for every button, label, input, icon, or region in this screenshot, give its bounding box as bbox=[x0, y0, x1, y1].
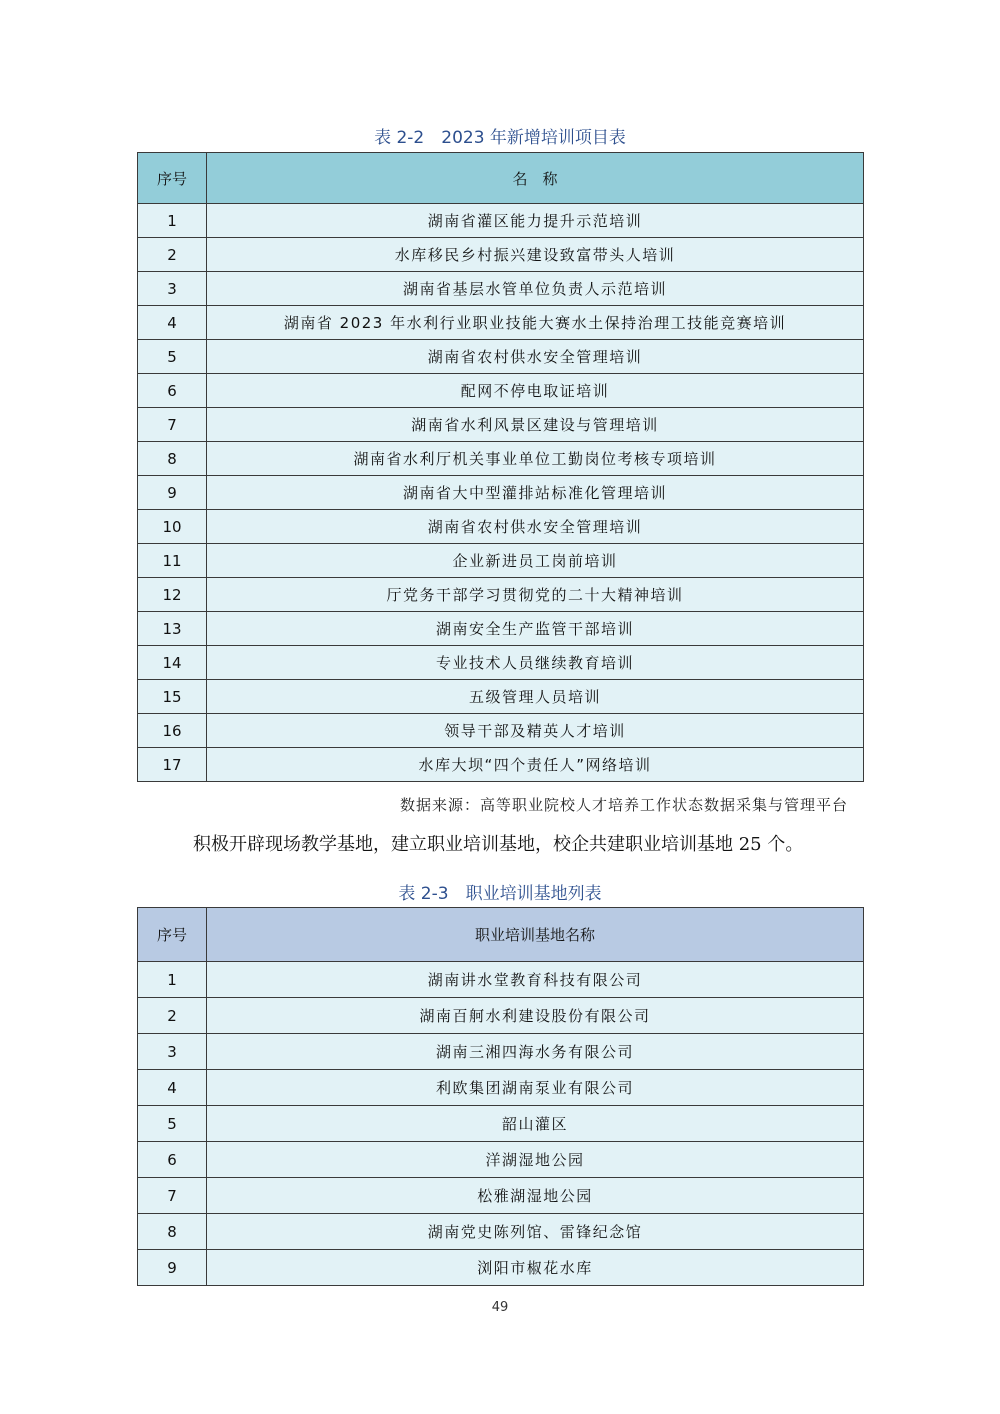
row-seq-cell: 4 bbox=[138, 306, 207, 340]
row-name-cell: 湖南省大中型灌排站标准化管理培训 bbox=[207, 476, 864, 510]
table-row bbox=[138, 272, 864, 306]
table-row bbox=[138, 646, 864, 680]
row-seq-cell: 16 bbox=[138, 714, 207, 748]
column-header-seq: 序号 bbox=[138, 908, 207, 962]
table-row bbox=[138, 1142, 864, 1178]
row-seq-cell: 17 bbox=[138, 748, 207, 782]
row-name-cell: 湖南省 2023 年水利行业职业技能大赛水土保持治理工技能竞赛培训 bbox=[207, 306, 864, 340]
row-seq-cell: 3 bbox=[138, 1034, 207, 1070]
body-paragraph: 积极开辟现场教学基地，建立职业培训基地，校企共建职业培训基地 25 个。 bbox=[193, 834, 804, 855]
row-seq-cell: 14 bbox=[138, 646, 207, 680]
table-row bbox=[138, 238, 864, 272]
table-row bbox=[138, 340, 864, 374]
row-name-cell: 五级管理人员培训 bbox=[207, 680, 864, 714]
row-name-cell: 湖南省农村供水安全管理培训 bbox=[207, 510, 864, 544]
row-name-cell: 配网不停电取证培训 bbox=[207, 374, 864, 408]
row-name-cell: 水库大坝“四个责任人”网络培训 bbox=[207, 748, 864, 782]
table-header-row bbox=[138, 908, 864, 962]
row-name-cell: 湖南安全生产监管干部培训 bbox=[207, 612, 864, 646]
row-seq-cell: 3 bbox=[138, 272, 207, 306]
table-row bbox=[138, 204, 864, 238]
row-name-cell: 湖南省灌区能力提升示范培训 bbox=[207, 204, 864, 238]
row-name-cell: 水库移民乡村振兴建设致富带头人培训 bbox=[207, 238, 864, 272]
training-bases-table bbox=[137, 907, 864, 1286]
row-name-cell: 企业新进员工岗前培训 bbox=[207, 544, 864, 578]
table-row bbox=[138, 998, 864, 1034]
row-seq-cell: 7 bbox=[138, 408, 207, 442]
table-row bbox=[138, 680, 864, 714]
table-row bbox=[138, 748, 864, 782]
row-seq-cell: 1 bbox=[138, 204, 207, 238]
row-name-cell: 领导干部及精英人才培训 bbox=[207, 714, 864, 748]
data-source-note: 数据来源：高等职业院校人才培养工作状态数据采集与管理平台 bbox=[399, 796, 848, 814]
row-seq-cell: 9 bbox=[138, 476, 207, 510]
row-seq-cell: 7 bbox=[138, 1178, 207, 1214]
row-seq-cell: 13 bbox=[138, 612, 207, 646]
row-seq-cell: 8 bbox=[138, 1214, 207, 1250]
table-row bbox=[138, 476, 864, 510]
table-caption: 表 2-3 职业培训基地列表 bbox=[398, 884, 602, 904]
table-row bbox=[138, 612, 864, 646]
table-header-row bbox=[138, 153, 864, 204]
row-seq-cell: 11 bbox=[138, 544, 207, 578]
table-row bbox=[138, 374, 864, 408]
row-seq-cell: 5 bbox=[138, 1106, 207, 1142]
column-header-name: 职业培训基地名称 bbox=[207, 908, 864, 962]
table-row bbox=[138, 1070, 864, 1106]
column-header-name: 名 称 bbox=[207, 153, 864, 204]
row-seq-cell: 10 bbox=[138, 510, 207, 544]
row-name-cell: 利欧集团湖南泵业有限公司 bbox=[207, 1070, 864, 1106]
row-seq-cell: 2 bbox=[138, 998, 207, 1034]
row-name-cell: 韶山灌区 bbox=[207, 1106, 864, 1142]
table-caption: 表 2-2 2023 年新增培训项目表 bbox=[374, 128, 626, 148]
row-seq-cell: 6 bbox=[138, 1142, 207, 1178]
page-number: 49 bbox=[491, 1300, 509, 1315]
row-name-cell: 洋湖湿地公园 bbox=[207, 1142, 864, 1178]
table-row bbox=[138, 962, 864, 998]
row-seq-cell: 15 bbox=[138, 680, 207, 714]
row-name-cell: 湖南省水利厅机关事业单位工勤岗位考核专项培训 bbox=[207, 442, 864, 476]
row-name-cell: 厅党务干部学习贯彻党的二十大精神培训 bbox=[207, 578, 864, 612]
row-name-cell: 湖南党史陈列馆、雷锋纪念馆 bbox=[207, 1214, 864, 1250]
table-row bbox=[138, 1106, 864, 1142]
table-row bbox=[138, 1178, 864, 1214]
row-name-cell: 浏阳市椒花水库 bbox=[207, 1250, 864, 1286]
row-name-cell: 湖南省基层水管单位负责人示范培训 bbox=[207, 272, 864, 306]
row-name-cell: 湖南讲水堂教育科技有限公司 bbox=[207, 962, 864, 998]
row-seq-cell: 6 bbox=[138, 374, 207, 408]
row-name-cell: 专业技术人员继续教育培训 bbox=[207, 646, 864, 680]
row-name-cell: 松雅湖湿地公园 bbox=[207, 1178, 864, 1214]
table-row bbox=[138, 510, 864, 544]
row-seq-cell: 4 bbox=[138, 1070, 207, 1106]
row-seq-cell: 12 bbox=[138, 578, 207, 612]
row-seq-cell: 8 bbox=[138, 442, 207, 476]
row-name-cell: 湖南省农村供水安全管理培训 bbox=[207, 340, 864, 374]
row-seq-cell: 5 bbox=[138, 340, 207, 374]
table-row bbox=[138, 714, 864, 748]
row-seq-cell: 9 bbox=[138, 1250, 207, 1286]
row-seq-cell: 2 bbox=[138, 238, 207, 272]
table-row bbox=[138, 442, 864, 476]
row-name-cell: 湖南省水利风景区建设与管理培训 bbox=[207, 408, 864, 442]
column-header-seq: 序号 bbox=[138, 153, 207, 204]
table-row bbox=[138, 1250, 864, 1286]
table-row bbox=[138, 578, 864, 612]
training-projects-table bbox=[137, 152, 864, 782]
table-row bbox=[138, 544, 864, 578]
table-row bbox=[138, 408, 864, 442]
row-name-cell: 湖南百舸水利建设股份有限公司 bbox=[207, 998, 864, 1034]
table-row bbox=[138, 306, 864, 340]
row-seq-cell: 1 bbox=[138, 962, 207, 998]
table-row bbox=[138, 1034, 864, 1070]
row-name-cell: 湖南三湘四海水务有限公司 bbox=[207, 1034, 864, 1070]
table-row bbox=[138, 1214, 864, 1250]
